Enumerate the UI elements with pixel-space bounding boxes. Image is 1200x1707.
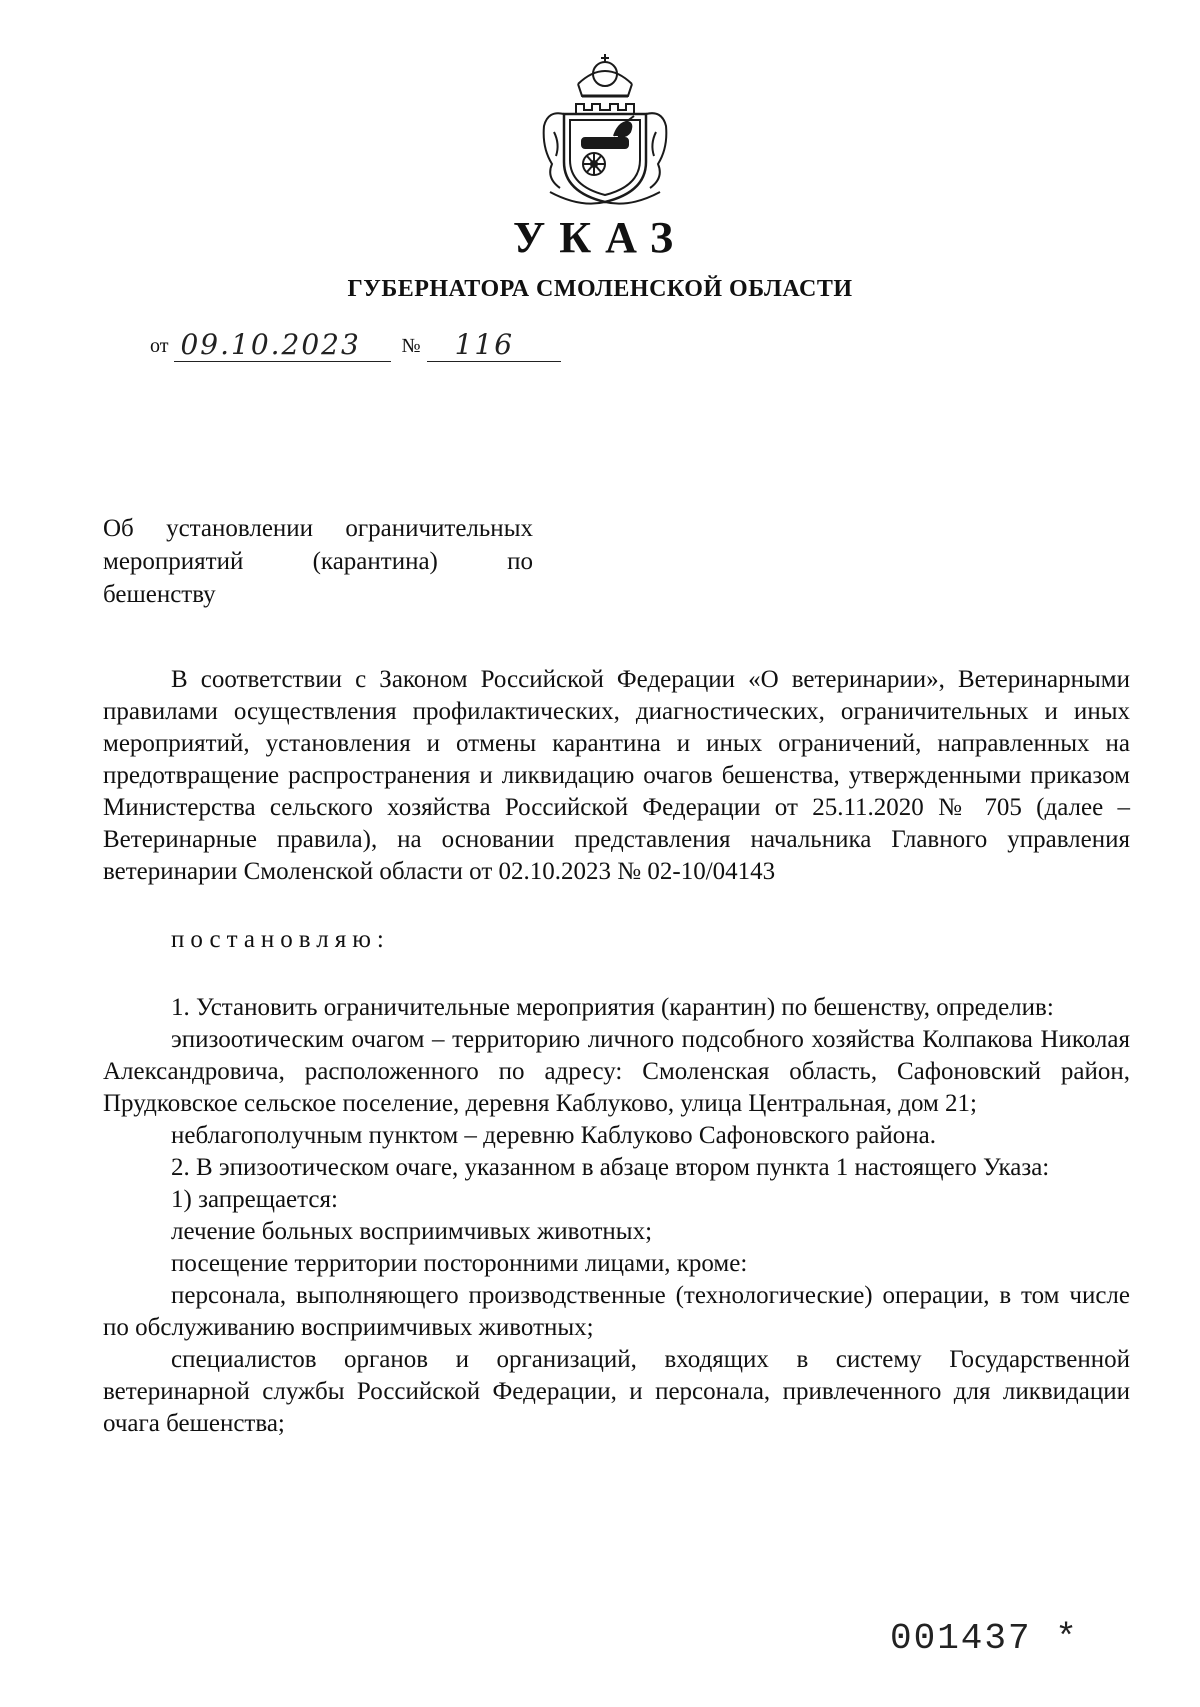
number-prefix-label: № xyxy=(401,335,421,357)
subject-line: Об установлении ограничительных xyxy=(103,515,533,542)
document-subject xyxy=(103,512,533,611)
issuer-subtitle: ГУБЕРНАТОРА СМОЛЕНСКОЙ ОБЛАСТИ xyxy=(347,276,853,302)
subject-line: мероприятий (карантина) по xyxy=(103,548,533,575)
body-paragraph: посещение территории посторонними лицами, кроме: xyxy=(171,1250,748,1277)
date-number-line xyxy=(150,322,561,362)
body-paragraph: эпизоотическим очагом – территорию личного подсобного хозяйства Колпакова Николая Александровича, расположенного по адресу: Смоленская область, Сафоновский район, Прудковское сельское поселение, деревня Каблуково, улица Центральная, дом 21; xyxy=(103,1026,1130,1117)
body-paragraph: 1. Установить ограничительные мероприятия (карантин) по бешенству, определив: xyxy=(171,994,1054,1021)
handwritten-number: 116 xyxy=(427,329,561,362)
document-body xyxy=(103,664,1130,1440)
document-serial-number: 001437 * xyxy=(890,1618,1079,1659)
body-paragraph: 1) запрещается: xyxy=(171,1186,338,1213)
smolensk-coat-of-arms-emblem xyxy=(530,52,680,207)
body-paragraph: 2. В эпизоотическом очаге, указанном в абзаце втором пункта 1 настоящего Указа: xyxy=(171,1154,1050,1181)
decree-word: постановляю: xyxy=(171,926,390,953)
date-prefix-label: от xyxy=(150,335,169,357)
body-paragraph: лечение больных восприимчивых животных; xyxy=(171,1218,653,1245)
subject-line: бешенству xyxy=(103,581,216,608)
body-paragraph: персонала, выполняющего производственные (технологические) операции, в том числе по обслуживанию восприимчивых животных; xyxy=(103,1282,1130,1341)
document-title: УКАЗ xyxy=(512,213,688,262)
handwritten-date: 09.10.2023 xyxy=(174,329,391,362)
body-paragraph: специалистов органов и организаций, входящих в систему Государственной ветеринарной службы Российской Федерации, и персонала, привлеченного для ликвидации очага бешенства; xyxy=(103,1346,1130,1437)
preamble-paragraph: В соответствии с Законом Российской Федерации «О ветеринарии», Ветеринарными правилами осуществления профилактических, диагностических, ограничительных и иных мероприятий, установления и отмены карантина и иных ограничений, направленных на предотвращение распространения и ликвидацию очагов бешенства, утвержденными приказом Министерства сельского хозяйства Российской Федерации от 25.11.2020 № 705 (далее – Ветеринарные правила), на основании представления начальника Главного управления ветеринарии Смоленской области от 02.10.2023 № 02-10/04143 xyxy=(103,666,1130,885)
body-paragraph: неблагополучным пунктом – деревню Каблуково Сафоновского района. xyxy=(171,1122,936,1149)
